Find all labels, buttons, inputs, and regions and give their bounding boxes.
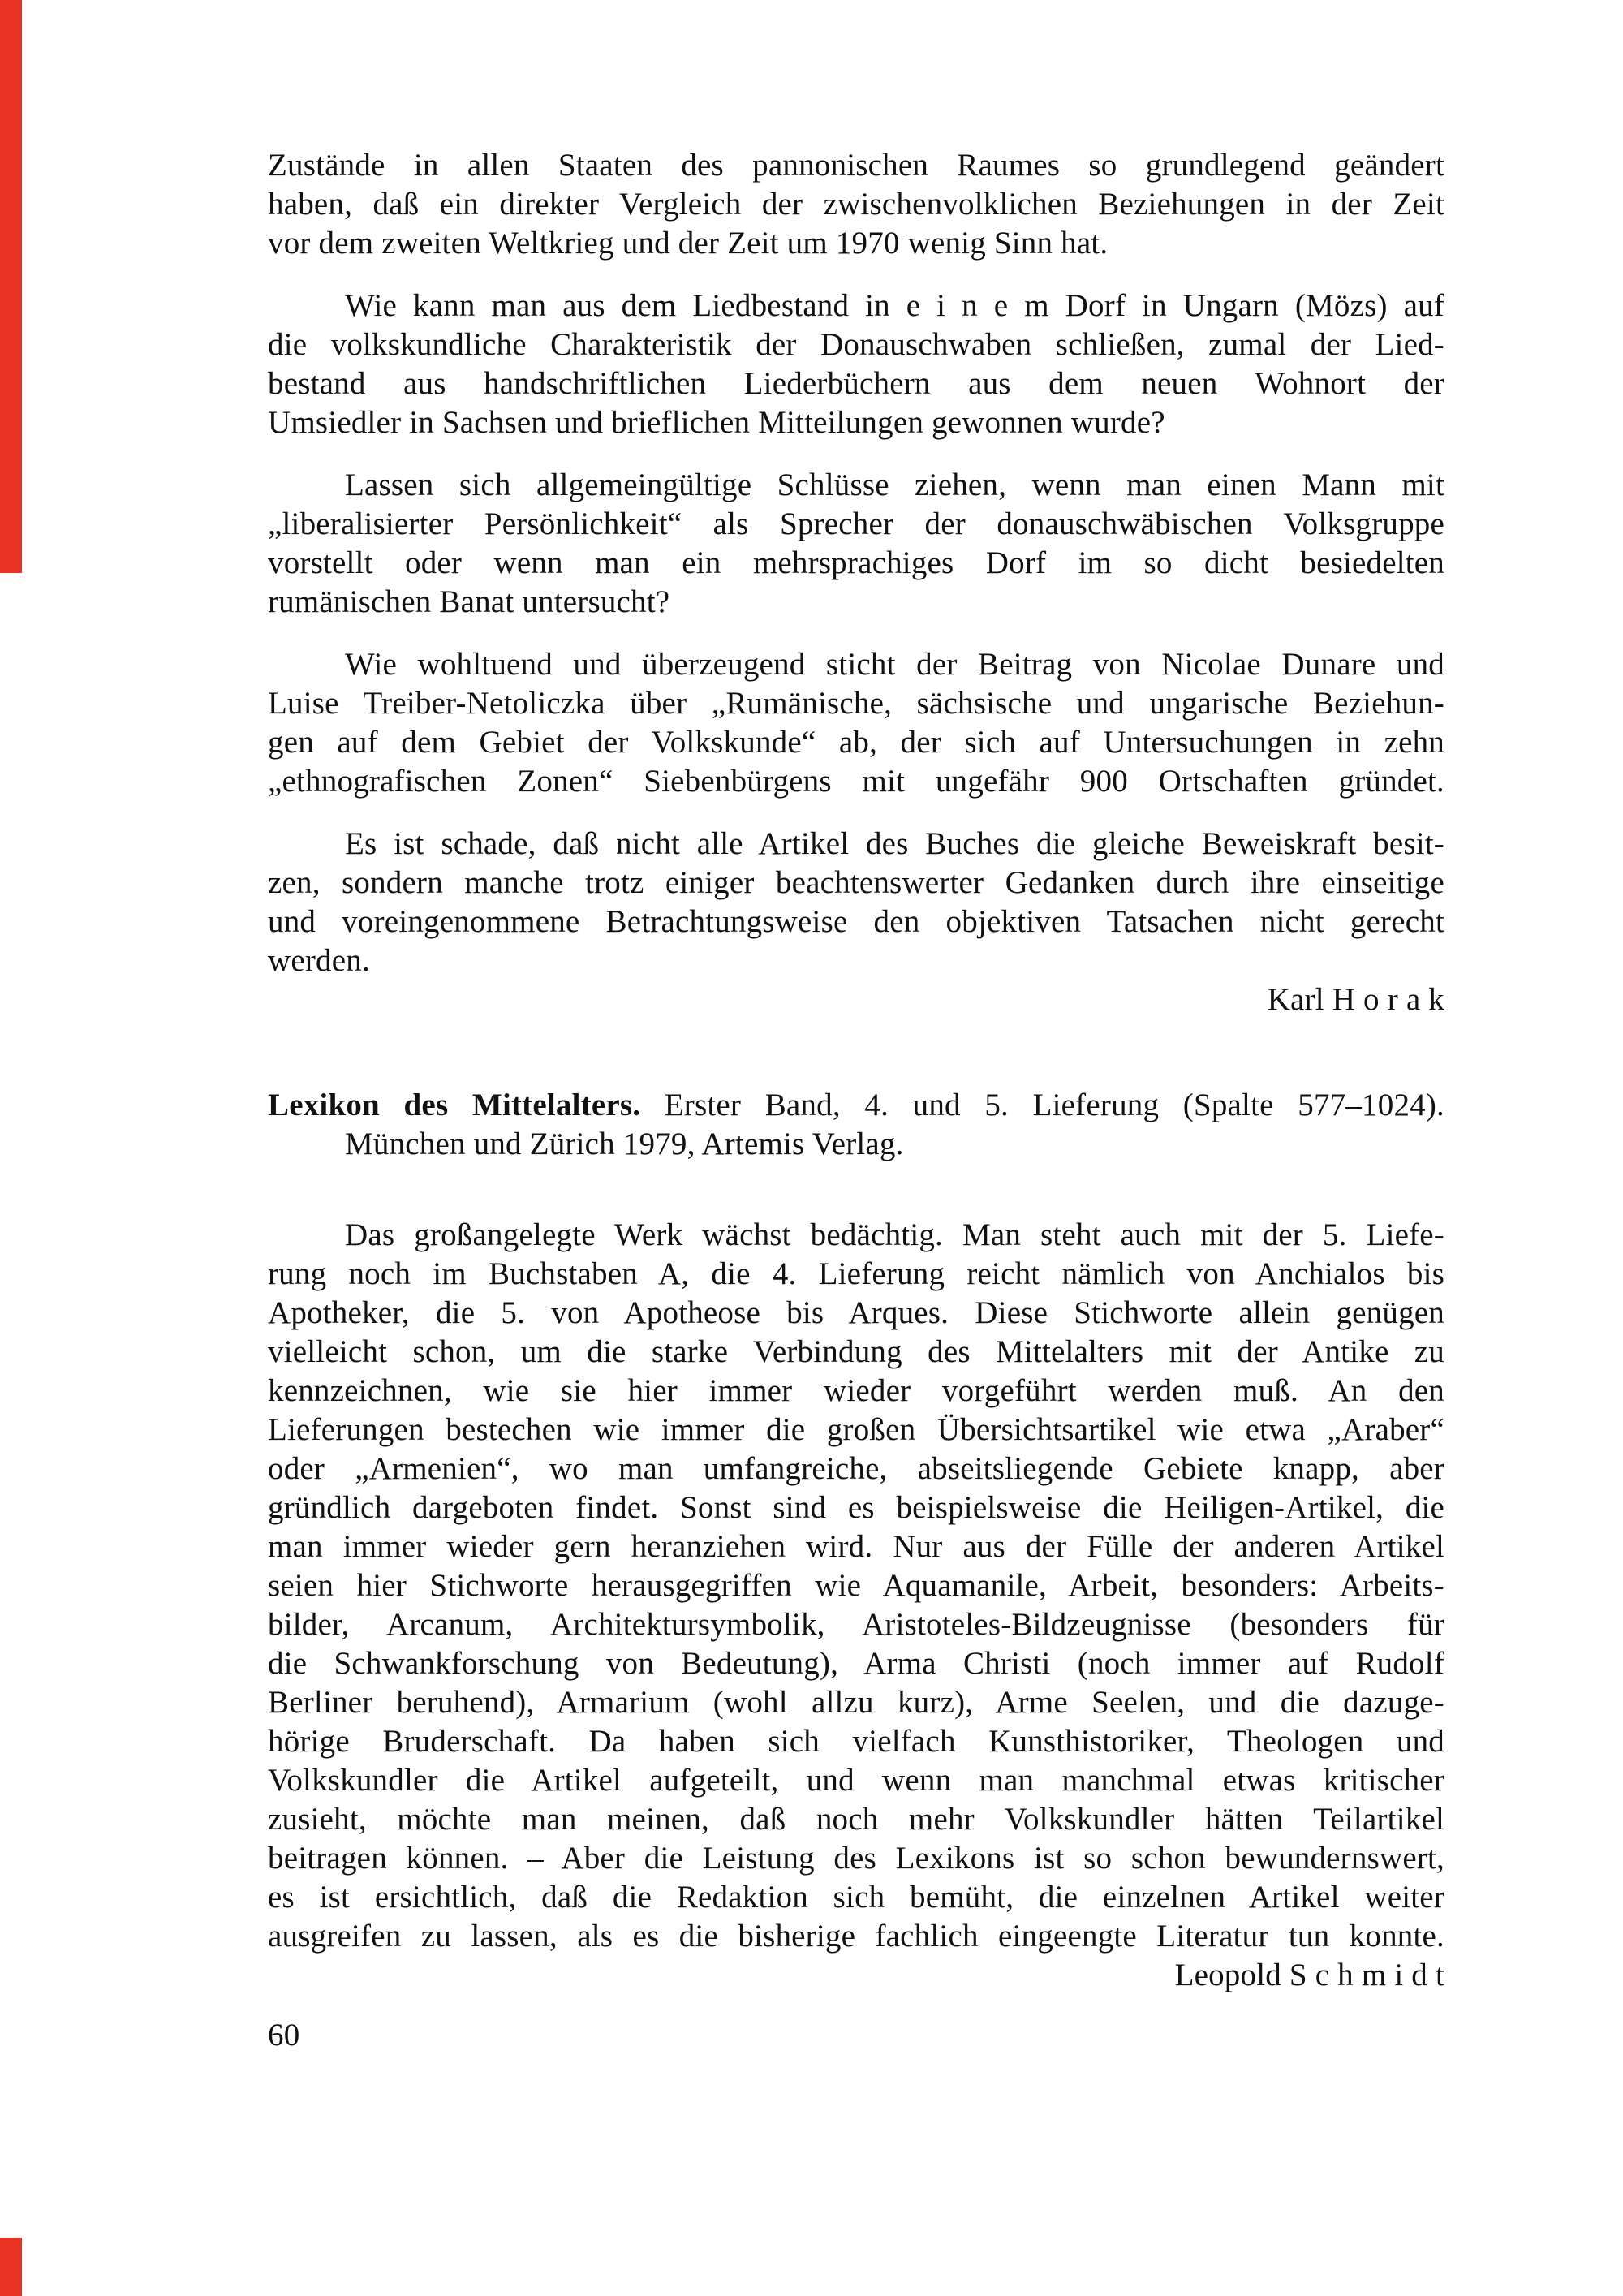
text-line: hörige Bruderschaft. Da haben sich vielfach Kunsthistoriker, Theologen und	[268, 1724, 1444, 1759]
text-line: und voreingenommene Betrachtungsweise den objektiven Tatsachen nicht gerecht	[268, 904, 1444, 939]
text-line: die volkskundliche Charakteristik der Donauschwaben schließen, zumal der Lied-	[268, 327, 1444, 362]
text-line: rumänischen Banat untersucht?	[268, 584, 670, 619]
text-line: bestand aus handschriftlichen Liederbüchern aus dem neuen Wohnort der	[268, 366, 1444, 401]
scan-artifact-red-bar-top	[0, 0, 22, 573]
review-paragraphs	[268, 1216, 1444, 1956]
text-line: rung noch im Buchstaben A, die 4. Lieferung reicht nämlich von Anchialos bis	[268, 1256, 1444, 1291]
reviewer-signature: Karl H o r a k	[1267, 982, 1444, 1017]
text-line: bilder, Arcanum, Architektursymbolik, Aristoteles-Bildzeugnisse (besonders für	[268, 1607, 1444, 1642]
text-line: Wie kann man aus dem Liedbestand in e i n e m Dorf in Ungarn (Mözs) auf	[345, 288, 1444, 323]
paragraph	[268, 645, 1444, 801]
text-line: kennzeichnen, wie sie hier immer wieder vorgeführt werden muß. An den	[268, 1373, 1444, 1408]
text-line: beitragen können. – Aber die Leistung des Lexikons ist so schon bewundernswert,	[268, 1841, 1444, 1876]
text-line: Lassen sich allgemeingültige Schlüsse ziehen, wenn man einen Mann mit	[345, 467, 1444, 502]
reviewer-signature: Leopold S c h m i d t	[1174, 1958, 1444, 1992]
text-line: „liberalisierter Persönlichkeit“ als Sprecher der donauschwäbischen Volksgruppe	[268, 506, 1444, 541]
book-heading-line1	[268, 1086, 1444, 1125]
text-line: Volkskundler die Artikel aufgeteilt, und wenn man manchmal etwas kritischer	[268, 1763, 1444, 1798]
paragraph	[268, 286, 1444, 442]
text-line: Wie wohltuend und überzeugend sticht der Beitrag von Nicolae Dunare und	[345, 647, 1444, 682]
review-block-schmidt	[268, 1086, 1444, 1995]
text-line: die Schwankforschung von Bedeutung), Arma Christi (noch immer auf Rudolf	[268, 1646, 1444, 1681]
text-line: gründlich dargeboten findet. Sonst sind es beispielsweise die Heiligen-Artikel, die	[268, 1490, 1444, 1525]
review-block-horak	[268, 146, 1444, 1019]
text-line: „ethnografischen Zonen“ Siebenbürgens mit ungefähr 900 Ortschaften gründet.	[268, 764, 1444, 799]
text-line: zen, sondern manche trotz einiger beachtenswerter Gedanken durch ihre einseitige	[268, 865, 1444, 900]
text-line: man immer wieder gern heranziehen wird. Nur aus der Fülle der anderen Artikel	[268, 1529, 1444, 1564]
book-heading	[268, 1086, 1444, 1164]
paragraph	[268, 825, 1444, 980]
text-line: haben, daß ein direkter Vergleich der zwischenvolklichen Beziehungen in der Zeit	[268, 187, 1444, 222]
paragraph	[268, 146, 1444, 263]
text-line: Apotheker, die 5. von Apotheose bis Arques. Diese Stichworte allein genügen	[268, 1295, 1444, 1330]
text-line: oder „Armenien“, wo man umfangreiche, abseitsliegende Gebiete knapp, aber	[268, 1451, 1444, 1486]
paragraph	[268, 466, 1444, 622]
page-number: 60	[268, 2018, 300, 2053]
text-line: gen auf dem Gebiet der Volkskunde“ ab, der sich auf Untersuchungen in zehn	[268, 725, 1444, 760]
text-line: Umsiedler in Sachsen und brieflichen Mitteilungen gewonnen wurde?	[268, 405, 1165, 440]
book-heading-line2: München und Zürich 1979, Artemis Verlag.	[345, 1126, 904, 1161]
text-line: ausgreifen zu lassen, als es die bisherige fachlich eingeengte Literatur tun konnte.	[268, 1919, 1444, 1954]
text-line: werden.	[268, 943, 370, 978]
text-line: Luise Treiber-Netoliczka über „Rumänische, sächsische und ungarische Beziehun-	[268, 686, 1444, 721]
text-column	[268, 0, 1444, 2055]
book-heading-rest: Erster Band, 4. und 5. Lieferung (Spalte 577–1024).	[640, 1088, 1444, 1122]
text-line: Berliner beruhend), Armarium (wohl allzu kurz), Arme Seelen, und die dazuge-	[268, 1685, 1444, 1720]
review-paragraphs	[268, 146, 1444, 980]
paragraph	[268, 1216, 1444, 1956]
text-line: vielleicht schon, um die starke Verbindung des Mittelalters mit der Antike zu	[268, 1334, 1444, 1369]
text-line: vor dem zweiten Weltkrieg und der Zeit um 1970 wenig Sinn hat.	[268, 226, 1109, 261]
text-line: Das großangelegte Werk wächst bedächtig. Man steht auch mit der 5. Liefe-	[345, 1217, 1444, 1252]
text-line: Es ist schade, daß nicht alle Artikel des Buches die gleiche Beweiskraft besit-	[345, 826, 1444, 861]
text-line: es ist ersichtlich, daß die Redaktion sich bemüht, die einzelnen Artikel weiter	[268, 1880, 1444, 1915]
text-line: vorstellt oder wenn man ein mehrsprachiges Dorf im so dicht besiedelten	[268, 545, 1444, 580]
scan-artifact-red-bar-bottom	[0, 2238, 22, 2296]
text-line: seien hier Stichworte herausgegriffen wie Aquamanile, Arbeit, besonders: Arbeits-	[268, 1568, 1444, 1603]
text-line: Zustände in allen Staaten des pannonischen Raumes so grundlegend geändert	[268, 148, 1444, 183]
book-title-bold: Lexikon des Mittelalters.	[268, 1088, 641, 1122]
text-line: Lieferungen bestechen wie immer die großen Übersichtsartikel wie etwa „Araber“	[268, 1412, 1444, 1447]
text-line: zusieht, möchte man meinen, daß noch mehr Volkskundler hätten Teilartikel	[268, 1802, 1444, 1837]
